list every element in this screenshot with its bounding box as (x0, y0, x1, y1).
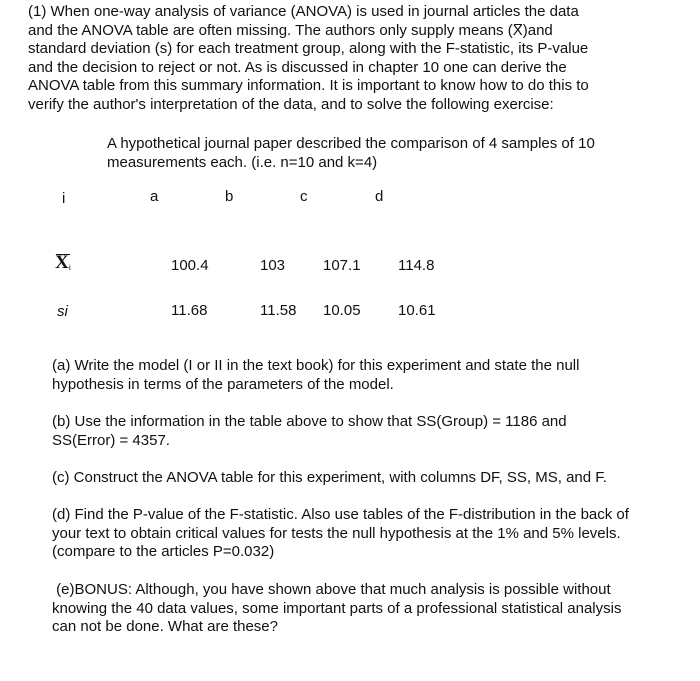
hypothetical-line-1: A hypothetical journal paper described the comparison of 4 samples of 10 (107, 135, 595, 152)
intro-line-6: verify the author's interpretation of the data, and to solve the following exercise: (28, 95, 554, 113)
question-d-line-3: (compare to the articles P=0.032) (52, 543, 275, 561)
mean-a: 100.4 (171, 257, 209, 274)
row-label-sd: si (57, 303, 68, 320)
intro-line-1: (1) When one-way analysis of variance (ANOVA) is used in journal articles the data (28, 3, 579, 20)
question-b (52, 413, 567, 450)
question-b-line-1: (b) Use the information in the table above to show that SS(Group) = 1186 and (52, 413, 567, 430)
sd-b: 11.58 (260, 302, 297, 319)
column-header-d: d (375, 188, 384, 205)
question-b-line-2: SS(Error) = 4357. (52, 431, 170, 449)
question-a-line-2: hypothesis in terms of the parameters of the model. (52, 375, 394, 393)
mean-d: 114.8 (398, 257, 435, 274)
column-header-a: a (150, 188, 159, 205)
question-e-line-2: knowing the 40 data values, some important parts of a professional statistical analysis (52, 599, 622, 617)
question-d (52, 506, 629, 562)
question-a (52, 357, 579, 394)
mean-b: 103 (260, 257, 286, 274)
intro-line-3: standard deviation (s) for each treatment group, along with the F-statistic, its P-value (28, 40, 589, 58)
question-d-line-2: your text to obtain critical values for tests the null hypothesis at the 1% and 5% levels. (52, 524, 621, 542)
sd-c: 10.05 (323, 302, 361, 319)
sd-a: 11.68 (171, 302, 208, 319)
question-e (52, 581, 621, 637)
intro-line-4: and the decision to reject or not. As is discussed in chapter 10 one can derive the (28, 58, 567, 76)
hypothetical-paragraph (107, 135, 595, 172)
column-header-b: b (225, 188, 234, 205)
question-e-line-3: can not be done. What are these? (52, 618, 278, 636)
intro-line-2 (28, 22, 589, 41)
mean-symbol: X (55, 252, 69, 273)
column-header-c: c (300, 188, 308, 205)
xbar-symbol: X (512, 21, 523, 39)
intro-line-2-start: and the ANOVA table are often missing. The authors only supply means ( (28, 21, 513, 39)
sd-d: 10.61 (398, 302, 436, 319)
mean-c: 107.1 (323, 257, 361, 274)
hypothetical-line-2: measurements each. (i.e. n=10 and k=4) (107, 153, 378, 171)
intro-line-5: ANOVA table from this summary information. It is important to know how to do this to (28, 77, 589, 95)
question-d-line-1: (d) Find the P-value of the F-statistic. Also use tables of the F-distribution in the back of (52, 506, 629, 523)
mean-subscript: i (68, 263, 71, 272)
question-a-line-1: (a) Write the model (I or II in the text book) for this experiment and state the null (52, 357, 580, 374)
intro-line-2-end: )and (522, 21, 553, 39)
row-label-mean (55, 254, 71, 277)
row-label-index: i (62, 190, 66, 207)
question-c (52, 469, 607, 488)
question-c-line-1: (c) Construct the ANOVA table for this experiment, with columns DF, SS, MS, and F. (52, 469, 607, 486)
question-e-line-1: (e)BONUS: Although, you have shown above that much analysis is possible without (52, 581, 611, 598)
intro-paragraph (28, 3, 589, 115)
